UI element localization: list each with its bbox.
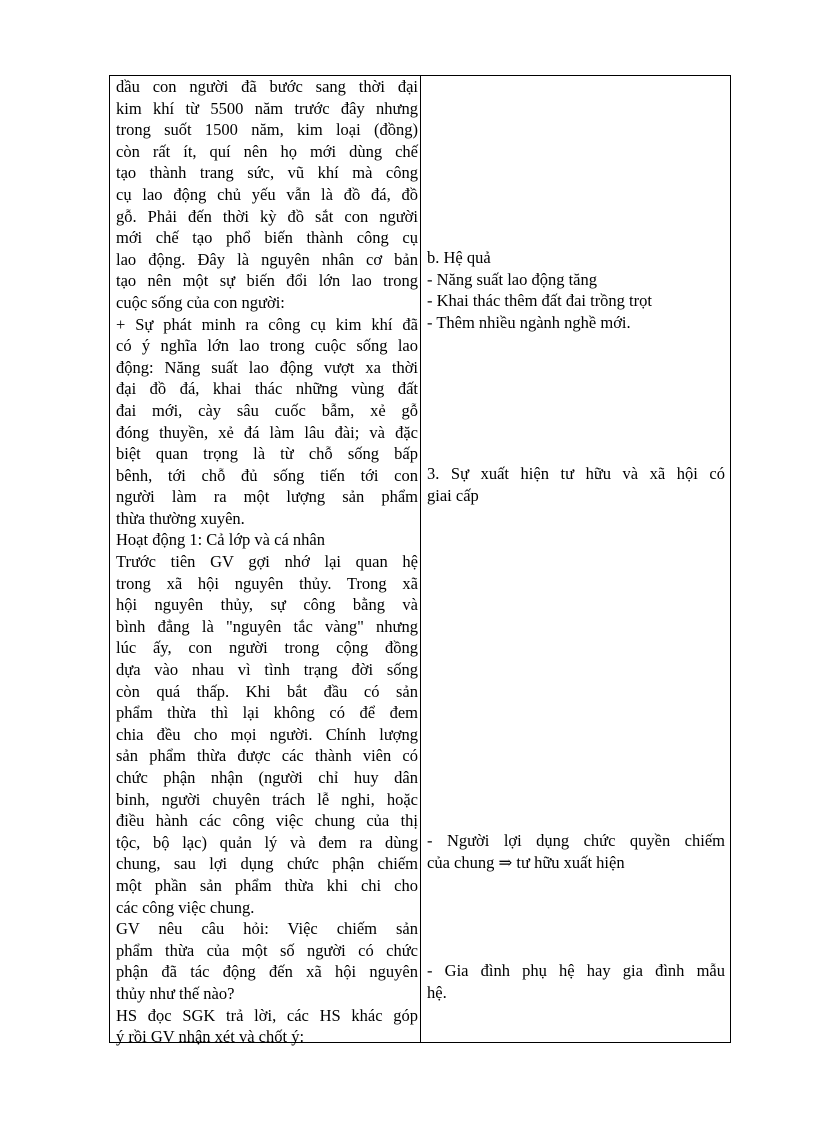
left-text-line: binh, người chuyên trách lễ nghi, hoặc [116,789,418,809]
left-text-line: còn quá thấp. Khi bắt đầu có sản [116,681,418,701]
left-text-line: phẩm thừa thì lại không có để đem [116,703,418,723]
left-text-line: tạo thành trang sức, vũ khí mà công [116,163,418,183]
left-text-line: phẩm thừa của một số người có chức [116,940,418,960]
consequences-heading: b. Hệ quả [427,248,491,267]
left-text-line: bình đẳng là "nguyên tắc vàng" nhưng [116,616,418,636]
left-text-line: dầu con người đã bước sang thời đại [116,77,418,96]
left-text-line: phận đã tác động đến xã hội nguyên [116,962,418,982]
left-text-line: biệt quan trọng là từ chỗ sống bấp [116,444,418,464]
column-divider [420,76,421,1042]
left-text-line: chức phận nhận (người chỉ huy dân [116,768,418,787]
left-text-line: HS đọc SGK trả lời, các HS khác góp [116,1005,418,1025]
left-text-line: các công việc chung. [116,897,255,917]
left-text-line: Trước tiên GV gợi nhớ lại quan hệ [116,552,418,572]
family-line2: hệ. [427,982,447,1002]
left-column [116,76,418,1047]
left-text-line: tộc, bộ lạc) quản lý và đem ra dùng [116,832,418,852]
left-text-line: lao động. Đây là nguyên nhân cơ bản [116,249,418,269]
left-text-line: mới chế tạo phổ biến thành công cụ [116,228,418,248]
consequence-item: - Khai thác thêm đất đai trồng trọt [427,291,652,311]
left-text-line: đại đồ đá, khai thác những vùng đất [116,379,418,399]
left-text-line: trong xã hội nguyên thủy. Trong xã [116,573,418,593]
left-text-line: thừa thường xuyên. [116,508,245,528]
left-text-line: cụ lao động chủ yếu vẫn là đồ đá, đồ [116,184,418,204]
left-text-line: đóng thuyền, xẻ đá làm lâu đài; và đặc [116,422,418,442]
private-property-line1: - Người lợi dụng chức quyền chiếm [427,831,725,850]
right-column [427,76,725,1042]
left-text-line: động: Năng suất lao động vượt xa thời [116,357,418,377]
left-text-line: đai mới, cày sâu cuốc bẫm, xẻ gỗ [116,400,418,420]
left-text-line: một phần sản phẩm thừa khi chi cho [116,875,418,895]
private-property-line2: của chung ⇒ tư hữu xuất hiện [427,852,625,872]
left-text-line: GV nêu câu hỏi: Việc chiếm sản [116,919,418,939]
left-text-line: bênh, tới chỗ đủ sống tiến tới con [116,465,418,485]
left-text-line: Hoạt động 1: Cả lớp và cá nhân [116,530,325,550]
left-text-line: điều hành các công việc chung của thị [116,811,418,831]
left-text-line: còn rất ít, quí nên họ mới dùng chế [116,141,418,161]
left-text-line: tạo nên một sự biến đổi lớn lao trong [116,271,418,291]
left-text-line: chung, sau lợi dụng chức phận chiếm [116,854,418,874]
consequence-item: - Năng suất lao động tăng [427,269,598,289]
left-text-line: + Sự phát minh ra công cụ kim khí đã [116,314,418,334]
family-line1: - Gia đình phụ hệ hay gia đình mẫu [427,961,725,980]
section3-heading-line1: 3. Sự xuất hiện tư hữu và xã hội có [427,464,725,483]
left-text-line: người làm ra một lượng sản phẩm [116,487,418,507]
left-text-line: trong suốt 1500 năm, kim loại (đồng) [116,120,418,140]
section3-heading-line2: giai cấp [427,485,479,505]
left-text-line: chia đều cho mọi người. Chính lượng [116,724,418,744]
left-text-line: gỗ. Phải đến thời kỳ đồ sắt con người [116,206,418,226]
lesson-table [109,75,731,1047]
consequence-item: - Thêm nhiều ngành nghề mới. [427,312,631,332]
left-text-line: lúc ấy, con người trong cộng đồng [116,638,418,658]
left-text-line: cuộc sống của con người: [116,292,285,312]
left-text-line: hội nguyên thủy, sự công bằng và [116,595,418,615]
left-text-line: ý rồi GV nhận xét và chốt ý: [116,1027,305,1047]
left-text-line: dựa vào nhau vì tình trạng đời sống [116,660,418,680]
left-text-line: có ý nghĩa lớn lao trong cuộc sống lao [116,336,418,356]
left-text-line: thủy như thế nào? [116,983,235,1003]
left-text-line: sản phẩm thừa được các thành viên có [116,746,418,766]
left-text-line: kim khí từ 5500 năm trước đây nhưng [116,98,418,118]
